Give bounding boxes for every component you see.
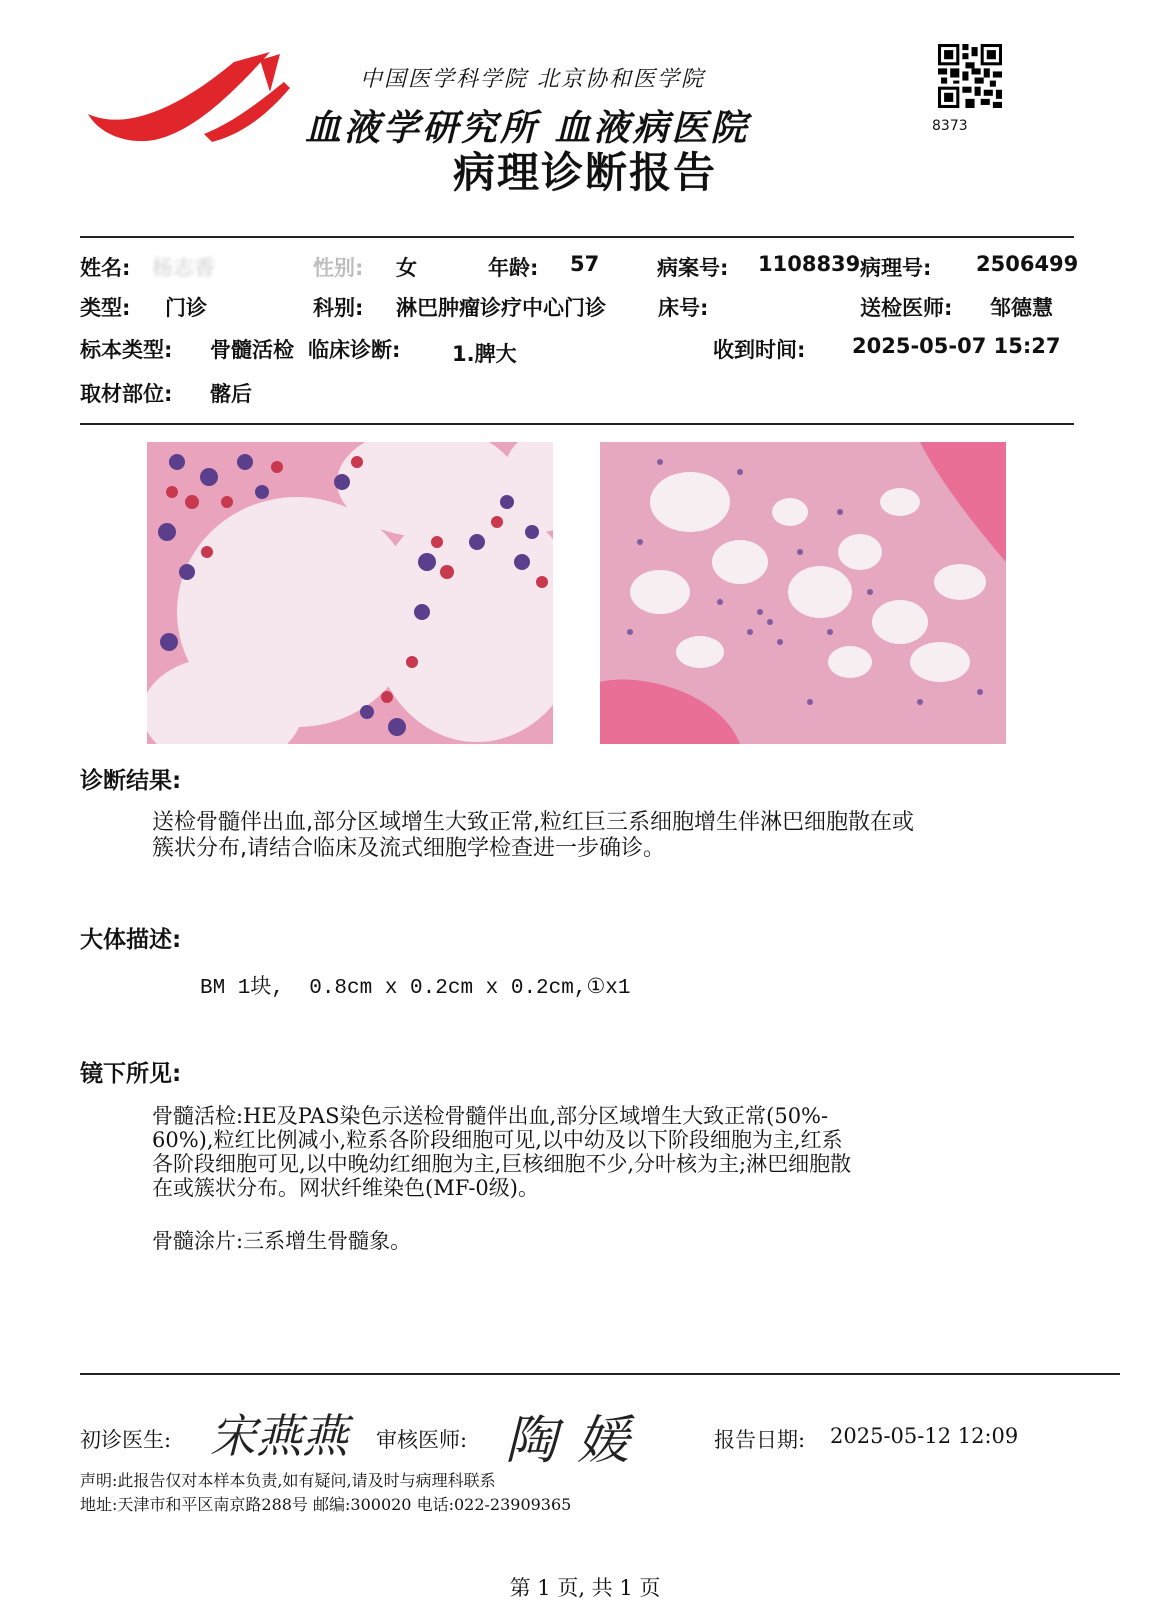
specimen-value: 骨髓活检 — [210, 338, 294, 362]
reviewer-label: 审核医师: — [376, 1428, 468, 1452]
site-value: 髂后 — [210, 382, 252, 406]
institution-name-line1: 中国医学科学院 北京协和医学院 — [360, 67, 705, 92]
page-info: 第 1 页, 共 1 页 — [509, 1576, 661, 1600]
diagnosis-text-line1: 送检骨髓伴出血,部分区域增生大致正常,粒红巨三系细胞增生伴淋巴细胞散在或 — [152, 810, 914, 835]
micrograph-low-power — [600, 442, 1006, 744]
sender-value: 邹德慧 — [990, 296, 1053, 320]
gross-text: BM 1块, 0.8cm x 0.2cm x 0.2cm,①x1 — [200, 977, 631, 1000]
name-label: 姓名: — [80, 256, 131, 280]
site-label: 取材部位: — [80, 382, 173, 406]
microscopic-text-line3: 各阶段细胞可见,以中晚幼红细胞为主,巨核细胞不少,分叶核为主;淋巴细胞散 — [152, 1152, 852, 1176]
gross-heading: 大体描述: — [80, 927, 182, 953]
type-value: 门诊 — [165, 296, 207, 320]
age-label: 年龄: — [488, 256, 539, 280]
sender-label: 送检医师: — [860, 296, 953, 320]
page-title: 病理诊断报告 — [452, 148, 717, 197]
sex-label — [313, 252, 363, 282]
diagnosis-text-line2: 簇状分布,请结合临床及流式细胞学检查进一步确诊。 — [152, 836, 665, 861]
diagnosis-heading: 诊断结果: — [80, 768, 182, 794]
microscopic-text-line2: 60%),粒红比例减小,粒系各阶段细胞可见,以中幼及以下阶段细胞为主,红系 — [152, 1128, 843, 1152]
micrograph-high-power — [147, 442, 553, 744]
microscopic-text-line1: 骨髓活检:HE及PAS染色示送检骨髓伴出血,部分区域增生大致正常(50%- — [152, 1104, 829, 1128]
microscopic-text-line4: 在或簇状分布。网状纤维染色(MF-0级)。 — [152, 1176, 539, 1200]
case-no-value: 1108839 — [758, 252, 861, 276]
pathology-no-label: 病理号: — [860, 256, 932, 280]
microscopic-heading: 镜下所见: — [80, 1061, 182, 1087]
institution-name-line2: 血液学研究所 血液病医院 — [305, 107, 750, 149]
info-divider — [80, 423, 1074, 425]
clinical-label: 临床诊断: — [308, 338, 401, 362]
footer-divider — [80, 1373, 1120, 1375]
age-value: 57 — [570, 252, 600, 276]
name-value: 杨志香 — [152, 256, 215, 280]
report-date-value: 2025-05-12 12:09 — [830, 1424, 1019, 1448]
reviewer-signature: 陶媛 — [505, 1411, 650, 1471]
qr-number: 8373 — [932, 118, 968, 134]
address: 地址:天津市和平区南京路288号 邮编:300020 电话:022-23909365 — [80, 1495, 572, 1514]
statement: 声明:此报告仅对本样本负责,如有疑问,请及时与病理科联系 — [80, 1471, 496, 1490]
pathology-no-value: 2506499 — [976, 252, 1079, 276]
bed-label: 床号: — [658, 296, 709, 320]
report-date-label: 报告日期: — [714, 1428, 806, 1452]
initial-doctor-label: 初诊医生: — [80, 1428, 172, 1452]
specimen-label: 标本类型: — [80, 338, 173, 362]
dept-value: 淋巴肿瘤诊疗中心门诊 — [396, 296, 606, 320]
dept-label: 科别: — [313, 296, 364, 320]
sex-label-text: 性别: — [313, 256, 364, 280]
clinical-value: 1.脾大 — [452, 342, 517, 366]
case-no-label: 病案号: — [657, 256, 729, 280]
smear-text: 骨髓涂片:三系增生骨髓象。 — [152, 1229, 412, 1253]
header-divider — [80, 236, 1074, 238]
type-label: 类型: — [80, 296, 131, 320]
received-label: 收到时间: — [713, 338, 806, 362]
qr-code-icon — [938, 44, 1002, 108]
received-value: 2025-05-07 15:27 — [852, 334, 1061, 358]
initial-doctor-signature: 宋燕燕 — [210, 1409, 348, 1463]
institution-logo — [84, 52, 294, 152]
sex-value: 女 — [396, 256, 417, 280]
